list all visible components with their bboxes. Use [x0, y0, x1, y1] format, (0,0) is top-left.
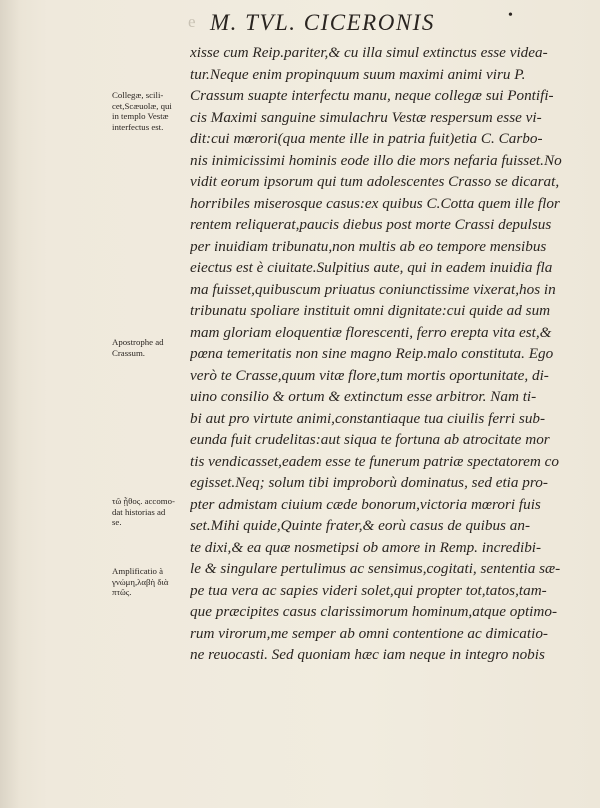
text-line: tis vendicasset,eadem esse te funerum patriæ spectatorem co	[190, 452, 559, 470]
text-line: pe tua vera ac sapies videri solet,qui propter tot,tatos,tam-	[190, 581, 547, 599]
text-line: eunda fuit crudelitas:aut siqua te fortuna ab atrocitate mor	[190, 431, 550, 448]
text-line: set.Mihi quide,Quinte frater,& eorù casus de quibus an-	[190, 517, 530, 534]
margin-note-line: se.	[112, 517, 122, 527]
margin-note-amplificatio	[112, 566, 192, 598]
body-text	[190, 42, 575, 666]
header-left-mark: e	[188, 12, 198, 31]
text-line: pter admistam ciuium cæde bonorum,victoria mœrori fuis	[190, 495, 541, 513]
margin-note-line: Apostrophe ad	[112, 337, 164, 347]
text-line: le & singulare pertulimus ac sensimus,cogitati, sententia sæ-	[190, 560, 561, 577]
margin-note-line: πτῶς.	[112, 587, 132, 597]
text-line: ma fuisset,quibuscum priuatus coniunctissime vixerat,hos in	[190, 280, 556, 298]
margin-note-line: Collegæ, scili-	[112, 90, 164, 100]
text-line: rum virorum,me semper ab omni contentione ac dimicatio-	[190, 624, 548, 642]
text-line: tur.Neque enim propinquum suum maximi animi viru P.	[190, 65, 526, 83]
margin-note-line: in templo Vestæ	[112, 111, 169, 121]
text-line: bi aut pro virtute animi,constantiaque tua ciuilis ferri sub-	[190, 409, 546, 427]
text-line: te dixi,& ea quæ nosmetipsi ob amore in Remp. incredibi-	[190, 538, 542, 556]
margin-note-line: cet,Scæuolæ, qui	[112, 100, 172, 111]
margin-note-collegae	[112, 90, 192, 132]
margin-note-line: Crassum.	[112, 347, 145, 358]
margin-note-line: τῶ ᾖθος. accomo-	[112, 496, 175, 506]
margin-note-line: dat historias ad	[112, 506, 166, 517]
text-line: dit:cui mœrori(qua mente ille in patria fuit)etia C. Carbo-	[190, 130, 543, 147]
text-line: ne reuocasti. Sed quoniam hæc iam neque in integro nobis	[190, 646, 545, 663]
text-line: pœna temeritatis non sine magno Reip.malo constituta. Ego	[190, 345, 554, 362]
margin-note-historias	[112, 496, 192, 528]
text-line: cis Maximi sanguine simulachru Vestæ respersum esse vi-	[190, 108, 542, 126]
text-line: Crassum suapte interfectu manu, neque collegæ sui Pontifi-	[190, 87, 554, 104]
text-line: egisset.Neq; solum tibi improborù dominatus, sed etia pro-	[190, 474, 548, 491]
text-line: verò te Crasse,quum vitæ flore,tum mortis oportunitate, di-	[190, 366, 549, 384]
text-line: vidit eorum ipsorum qui tum adolescentes Crasso se dicarat,	[190, 173, 560, 190]
margin-note-line: Amplificatio à	[112, 566, 164, 576]
text-line: tribunatu spoliare instituit omni dignitate:cui quide ad sum	[190, 302, 551, 319]
text-line: per inuidiam tribunatu,non multis ab eo tempore mensibus	[190, 237, 547, 255]
text-line: xisse cum Reip.pariter,& cu illa simul extinctus esse videa-	[190, 44, 548, 61]
header-title: M. TVL. CICERONIS	[210, 10, 435, 35]
text-line: uino consilio & ortum & extinctum esse arbitror. Nam ti-	[190, 388, 537, 405]
margin-note-apostrophe	[112, 337, 192, 358]
text-line: mam gloriam eloquentiæ florescenti, ferro erepta vita est,&	[190, 323, 552, 341]
text-line: rentem reliquerat,paucis diebus post morte Crassi depulsus	[190, 216, 552, 233]
running-header	[188, 8, 580, 36]
margin-note-line: γνώμη,λαβὴ διὰ	[112, 576, 169, 587]
text-line: eiectus est è ciuitate.Sulpitius aute, qui in eadem inuidia fla	[190, 259, 553, 276]
text-line: que præcipites casus clarissimorum hominum,atque optimo-	[190, 603, 558, 620]
text-line: horribiles miserosque casus:ex quibus C.Cotta quem ille flor	[190, 194, 560, 212]
page-gutter-shadow	[0, 0, 20, 808]
margin-note-line: interfectus est.	[112, 121, 164, 132]
header-right-mark: •	[508, 8, 515, 23]
text-line: nis inimicissimi hominis eode illo die mors nefaria fuisset.No	[190, 151, 562, 169]
